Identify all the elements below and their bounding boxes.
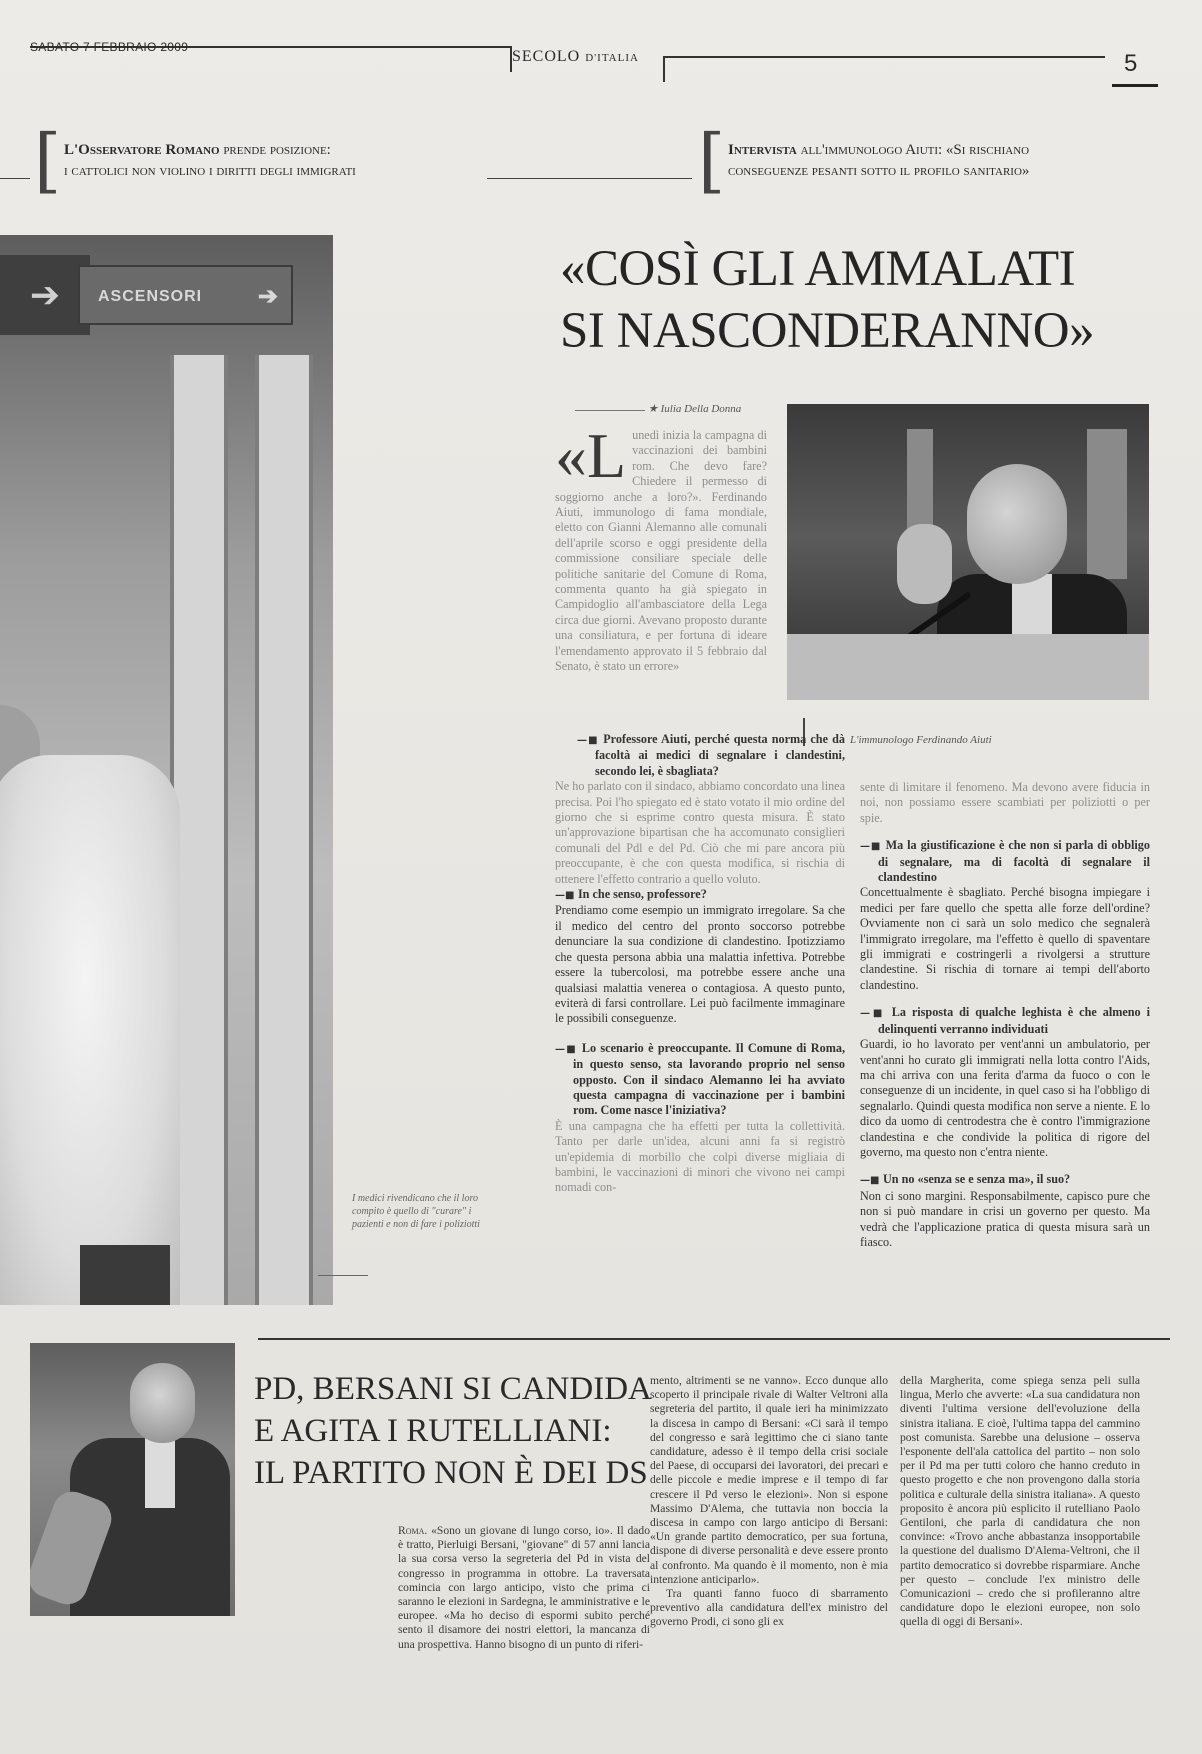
main-headline bbox=[560, 238, 1160, 362]
square-bullet-icon: —■ bbox=[577, 735, 604, 746]
header-divider-right bbox=[663, 56, 665, 82]
elevator-sign bbox=[78, 265, 293, 325]
question-1 bbox=[555, 732, 845, 779]
masthead-subtitle: D'ITALIA bbox=[585, 52, 639, 64]
kicker-right-line2: conseguenze pesanti sotto il profilo sanitario» bbox=[728, 163, 1030, 179]
question-3-text: Lo scenario è preoccupante. Il Comune di Roma, in questo senso, sta lavorando proprio nel senso opposto. Con il sindaco Alemanno lei ha avviato questa campagna di vaccinazione per i bambini rom. Come nasce l'iniziativa? bbox=[573, 1040, 845, 1118]
elevator-sign-text: ASCENSORI bbox=[98, 288, 203, 305]
speaker-face bbox=[967, 464, 1067, 584]
person-shirt bbox=[145, 1438, 175, 1508]
col1-text: «Sono un giovane di lungo corso, io». Il dado è tratto, Pierluigi Bersani, "giovane" di 57 anni lancia la sua corsa verso la segreteria del Pd in vista del congresso in programma in ottobre. La traversata comincia con largo anticipo, visto che prima ci saranno le elezioni in Sardegna, le amministrative e le europee. «Ma ho deciso di espormi subito perché sento il disamore dei nostri elettori, la mancanza di una prospettiva. Hanno bisogno di un punto di riferi- bbox=[398, 1524, 650, 1651]
answer-3-continued: sente di limitare il fenomeno. Ma devono avere fiducia in noi, non possiamo essere scambiati per poliziotti o per spie. bbox=[860, 780, 1150, 825]
hospital-photo-caption: I medici rivendicano che il loro compito è quello di "curare" i pazienti e non di fare i poliziotti bbox=[352, 1193, 480, 1230]
flag bbox=[1087, 429, 1127, 579]
second-article-column-1 bbox=[398, 1524, 650, 1652]
person-head bbox=[130, 1363, 195, 1443]
question-5 bbox=[860, 1005, 1150, 1037]
question-1-text: Professore Aiuti, perché questa norma che dà facoltà ai medici di segnalare i clandestini, secondo lei, è sbagliata? bbox=[595, 732, 845, 778]
answer-5: Guardi, io ho lavorato per vent'anni un ambulatorio, per vent'anni ho curato gli immigrati nella lotta contro l'Aids, ma chi arriva con una ferita d'arma da fuoco o con le conseguenze di un incidente, in quel caso si ha l'obbligo di segnalarlo. Quindi questa modifica non serve a niente. E lo dico da uomo di centrodestra che è contro l'immigrazione clandestina e che condivide la politica di rigore del governo, ma questo non c'entra niente. bbox=[860, 1037, 1150, 1159]
aiuti-photo-caption: L'immunologo Ferdinando Aiuti bbox=[850, 734, 992, 746]
doctor-legs bbox=[80, 1245, 170, 1305]
question-2-text: In che senso, professore? bbox=[577, 887, 707, 902]
question-5-text: La risposta di qualche leghista è che almeno i delinquenti verranno individuati bbox=[878, 1005, 1150, 1036]
answer-6: Non ci sono margini. Responsabilmente, capisco pure che non si può mandare in crisi un governo per questo. Ma vedrà che l'applicazione pratica di questa misura sarà un fiasco. bbox=[860, 1188, 1150, 1249]
question-4 bbox=[860, 838, 1150, 885]
kicker-right-rest: all'immunologo Aiuti: «Si rischiano bbox=[796, 142, 1030, 158]
issue-date: SABATO 7 FEBBRAIO 2009 bbox=[30, 40, 189, 54]
second-headline bbox=[254, 1368, 654, 1494]
answer-1: Ne ho parlato con il sindaco, abbiamo concordato una linea precisa. Poi l'ho spiegato ed è stato votato il mio ordine del giorno che si esprime contro questa misura. È stato un'approvazione bipartisan che ha accomunato consiglieri comunali del Pdl e del Pd. Ciò che mi pare ancora più preoccupante, è che con questa modifica, si rischia di ottenere l'effetto contrario a quello voluto. bbox=[555, 779, 845, 886]
kicker-right-bracket: [ bbox=[698, 119, 726, 201]
bersani-photo bbox=[30, 1343, 235, 1616]
question-6-text: Un no «senza se e senza ma», il suo? bbox=[882, 1172, 1071, 1187]
answer-4: Concettualmente è sbagliato. Perché bisogna impiegare i medici per fare quello che spetta alle forze dell'ordine? Ovviamente non ci sarà un solo medico che segnalerà l'immigrato irregolare, ma l'effetto è quello di spaventare gli immigrati e costringerli a rivolgersi a strutture clandestine. Si rischia di tornare ai tempi dell'aborto clandestino. bbox=[860, 885, 1150, 992]
second-headline-line1: PD, BERSANI SI CANDIDA bbox=[254, 1371, 652, 1407]
door-frame bbox=[255, 355, 313, 1305]
second-article-column-3 bbox=[900, 1374, 1140, 1630]
main-headline-line1: «COSÌ GLI AMMALATI bbox=[560, 241, 1076, 297]
square-bullet-icon: —■ bbox=[555, 1043, 582, 1055]
answer-2: Prendiamo come esempio un immigrato irregolare. Sa che il medico del centro del pronto soccorso potrebbe denunciare la sua condizione di clandestino. Ipotizziamo che questa persona abbia una malattia infettiva. Potrebbe essere la tubercolosi, ma potrebbe essere anche una qualsiasi malattia venerea o contagiosa. A questo punto, eviterà di farsi controllare. Lei può facilmente immaginare le possibili conseguenze. bbox=[555, 903, 845, 1026]
arrow-right-icon: ➔ bbox=[257, 283, 279, 310]
square-bullet-icon: —■ bbox=[860, 1175, 883, 1187]
square-bullet-icon: —■ bbox=[555, 890, 578, 902]
dropcap: «L bbox=[555, 420, 627, 491]
article-intro bbox=[555, 420, 767, 675]
intro-text: unedì inizia la campagna di vaccinazioni dei bambini rom. Che devo fare? Chiedere il permesso di soggiorno anche a loro?». Ferdinando Aiuti, immunologo di fama mondiale, eletto con Gianni Alemanno alle comunali dell'aprile scorso e oggi presidente della commissione consiliare speciale delle politiche sanitarie del Comune di Roma, commenta quanto ha già spiegato in Campidoglio all'ambasciatore della Lega circa due giorni. Avevano proposto durante una consiliatura, e per fortuna di ideare l'emendamento approvato il 5 febbraio dal Senato, è stato un errore» bbox=[555, 428, 767, 674]
col2-text: mento, altrimenti se ne vanno». Ecco dunque allo scoperto il principale rivale di Walter Veltroni alla segreteria del partito, il quale ieri ha minimizzato la discesa in campo di Bersani: «Ci sarà il tempo del congresso e sarà legittimo che ci siano tante candidature, adesso è il tempo della crisi sociale del Paese, di occuparsi dei lavoratori, dei precari e delle piccole e medie imprese e il tempo di far crescere il Pd verso le elezioni». Non si espone Massimo D'Alema, che tuttavia non boccia la discesa in campo con largo anticipo di Bersani: «Un grande partito democratico, per sua fortuna, dispone di diverse personalità e deve essere pronto al confronto. Ma quando è il momento, non è mia intenzione anticiparlo». bbox=[650, 1374, 888, 1586]
speaker-hand bbox=[897, 524, 952, 604]
caption-rule bbox=[318, 1275, 368, 1276]
kicker-left-bold: L'Osservatore Romano bbox=[64, 142, 220, 158]
second-headline-line3: IL PARTITO NON È DEI DS bbox=[254, 1455, 648, 1491]
article-column-2 bbox=[860, 780, 1150, 1250]
kicker-left-rest: prende posizione: bbox=[219, 142, 331, 158]
page-number: 5 bbox=[1124, 50, 1138, 77]
kicker-right bbox=[728, 140, 1178, 182]
kicker-right-bold: Intervista bbox=[728, 142, 797, 158]
masthead bbox=[512, 48, 639, 66]
article-column-1 bbox=[555, 732, 845, 1196]
question-2 bbox=[555, 887, 845, 903]
masthead-title: SECOLO bbox=[512, 48, 581, 65]
byline-rule bbox=[575, 410, 645, 411]
second-article-column-2 bbox=[650, 1374, 888, 1630]
kicker-left-rule bbox=[487, 178, 692, 179]
podium bbox=[787, 634, 1149, 700]
question-6 bbox=[860, 1172, 1150, 1188]
kicker-left bbox=[64, 140, 534, 182]
hospital-photo bbox=[0, 235, 333, 1305]
kicker-left-bracket: [ bbox=[34, 119, 62, 201]
header-rule-right bbox=[665, 56, 1105, 58]
main-headline-line2: SI NASCONDERANNO» bbox=[560, 303, 1095, 359]
col2b-text: Tra quanti fanno fuoco di sbarramento preventivo alla candidatura dell'ex ministro del governo Prodi, ci sono gli ex bbox=[650, 1587, 888, 1629]
kicker-left-rule-start bbox=[0, 178, 30, 179]
byline: ★ Iulia Della Donna bbox=[648, 403, 742, 415]
dateline: Roma. bbox=[398, 1524, 428, 1537]
answer-3: È una campagna che ha effetti per tutta la collettività. Tanto per darle un'idea, alcuni anni fa si registrò un'epidemia di morbillo che colpì diverse migliaia di bambini, le vaccinazioni di minori che vivono nei campi nomadi con- bbox=[555, 1118, 845, 1195]
aiuti-photo bbox=[787, 404, 1149, 700]
square-bullet-icon: —■ bbox=[860, 841, 886, 853]
section-divider bbox=[258, 1338, 1170, 1340]
arrow-sign-icon: ➔ bbox=[0, 255, 90, 335]
col3-text: della Margherita, come spiega senza peli sulla lingua, Merlo che avverte: «La sua candidatura non diventi l'ultima versione dell'evoluzione della sinistra italiana. E cioè, l'ultima tappa del cammino post comunista. Sarebbe una delusione – osserva l'esponente dell'ala cattolica del partito – non solo per il Pd ma per tutti coloro che hanno creduto in questo progetto e che non provengono dalla storia politica e culturale della sinistra italiana». A questo proposito è ancora più esplicito il rutelliano Paolo Gentiloni, che parla di candidatura che non convince: «Trovo anche abbastanza insopportabile la questione del dualismo D'Alema-Veltroni, che il partito democratico si dovrebbe risparmiare. Anche per questo – conclude l'ex ministro delle Comunicazioni – credo che si profileranno altre candidature dopo le elezioni europee, non solo quella di oggi di Bersani». bbox=[900, 1374, 1140, 1629]
kicker-left-line2: i cattolici non violino i diritti degli immigrati bbox=[64, 163, 356, 179]
question-4-text: Ma la giustificazione è che non si parla di obbligo di segnalare, ma di facoltà di segnalare il clandestino bbox=[878, 838, 1150, 885]
doctor-figure bbox=[0, 755, 180, 1305]
square-bullet-icon: —■ bbox=[860, 1008, 892, 1020]
question-3 bbox=[555, 1041, 845, 1119]
second-headline-line2: E AGITA I RUTELLIANI: bbox=[254, 1413, 612, 1449]
